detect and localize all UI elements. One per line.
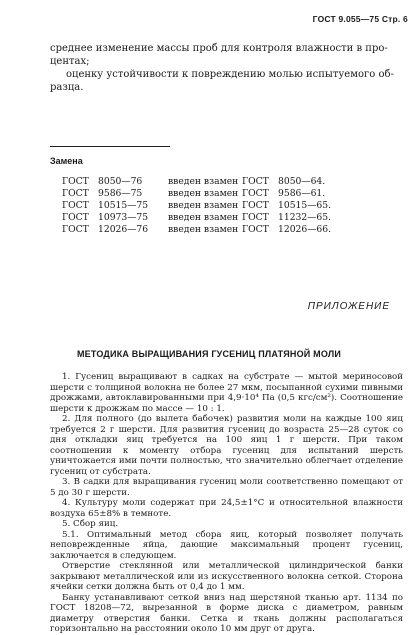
method-paragraph: Отверстие стеклянной или металлической цилиндрической банки закрывают металлической или из искусственного волокна сеткой. Сторона ячейки сетки должна быть от 0,4 до 1 мм. bbox=[50, 561, 403, 592]
old-standard: 8050—64. bbox=[278, 176, 326, 187]
gost-label: ГОСТ bbox=[62, 212, 89, 223]
old-standard: 12026—66. bbox=[278, 224, 332, 235]
replacement-text: введен взамен bbox=[168, 188, 239, 199]
intro-line: оценку устойчивости к повреждению молью испытуемого об- bbox=[66, 69, 394, 80]
gost-label: ГОСТ bbox=[242, 212, 269, 223]
replacement-row bbox=[62, 176, 331, 188]
replacement-row bbox=[62, 212, 331, 224]
method-paragraph: 3. В садки для выращивания гусениц моли соответственно помещают от 5 до 30 г шерсти. bbox=[50, 477, 403, 498]
method-paragraph: 5. Сбор яиц. bbox=[62, 519, 119, 529]
gost-label: ГОСТ bbox=[62, 176, 89, 187]
method-paragraph: 1. Гусениц выращивают в садках на субстрате — мытой мериносовой шерсти с толщиной волокна не более 27 мкм, посыпанной сухими пивными дрожжами, автоклавированными при 4,9·10⁴ Па (0,5 кгс/см²). Соотношение шерсти к дрожжам по массе — 10 : 1. bbox=[50, 372, 403, 414]
method-paragraph: 5.1. Оптимальный метод сбора яиц, который позволяет получать неповрежденные яйца, дающие максимальный процент гусениц, заключается в следующем. bbox=[50, 529, 403, 561]
old-standard: 10515—65. bbox=[278, 200, 332, 211]
new-standard: 10973—75 bbox=[98, 212, 149, 223]
method-paragraph: 4. Культуру моли содержат при 24,5±1°С и относительной влажности воздуха 65±8% в темноте. bbox=[50, 498, 403, 519]
method-body bbox=[50, 372, 403, 635]
method-title: МЕТОДИКА ВЫРАЩИВАНИЯ ГУСЕНИЦ ПЛАТЯНОЙ МОЛИ bbox=[76, 349, 342, 359]
footnote-divider bbox=[50, 146, 170, 147]
replacement-text: введен взамен bbox=[168, 224, 239, 235]
intro-line: среднее изменение массы проб для контроля влажности в про- bbox=[50, 43, 388, 54]
replacement-row bbox=[62, 200, 331, 212]
gost-label: ГОСТ bbox=[242, 200, 269, 211]
intro-line: разца. bbox=[50, 82, 84, 93]
gost-label: ГОСТ bbox=[242, 224, 269, 235]
replacement-text: введен взамен bbox=[168, 212, 239, 223]
replacement-row bbox=[62, 224, 331, 236]
new-standard: 10515—75 bbox=[98, 200, 149, 211]
old-standard: 9586—61. bbox=[278, 188, 326, 199]
replacement-row bbox=[62, 188, 331, 200]
appendix-label: ПРИЛОЖЕНИЕ bbox=[307, 301, 390, 312]
gost-label: ГОСТ bbox=[62, 188, 89, 199]
intro-line: центах; bbox=[50, 56, 90, 67]
page-header: ГОСТ 9.055—75 Стр. 6 bbox=[312, 14, 408, 24]
gost-label: ГОСТ bbox=[242, 188, 269, 199]
method-paragraph: 2. Для полного (до вылета бабочек) развития моли на каждые 100 яиц требуется 2 г шерсти. Для развития гусениц до возраста 25—28 суток со дня откладки яиц требуется на 100 яиц 1 г шерсти. При таком соотношении к моменту отбора гусениц для испытаний шерсть уничтожается ими почти полностью, что значительно облегчает отделение гусениц от субстрата. bbox=[50, 414, 403, 477]
new-standard: 12026—76 bbox=[98, 224, 149, 235]
replacement-text: введен взамен bbox=[168, 200, 239, 211]
replacement-text: введен взамен bbox=[168, 176, 239, 187]
gost-label: ГОСТ bbox=[62, 224, 89, 235]
gost-label: ГОСТ bbox=[242, 176, 269, 187]
new-standard: 8050—76 bbox=[98, 176, 143, 187]
new-standard: 9586—75 bbox=[98, 188, 143, 199]
gost-label: ГОСТ bbox=[62, 200, 89, 211]
replacement-list bbox=[62, 176, 331, 236]
method-paragraph: Банку устанавливают сеткой вниз над шерстяной тканью арт. 1134 по ГОСТ 18208—72, вырезанной в форме диска с диаметром, равным диаметру отверстия банки. Сетка и ткань должны располагаться горизонтально на расстоянии около 10 мм друг от друга. bbox=[50, 592, 403, 634]
old-standard: 11232—65. bbox=[278, 212, 332, 223]
intro-paragraph bbox=[50, 42, 400, 94]
replacement-title: Замена bbox=[50, 156, 83, 166]
